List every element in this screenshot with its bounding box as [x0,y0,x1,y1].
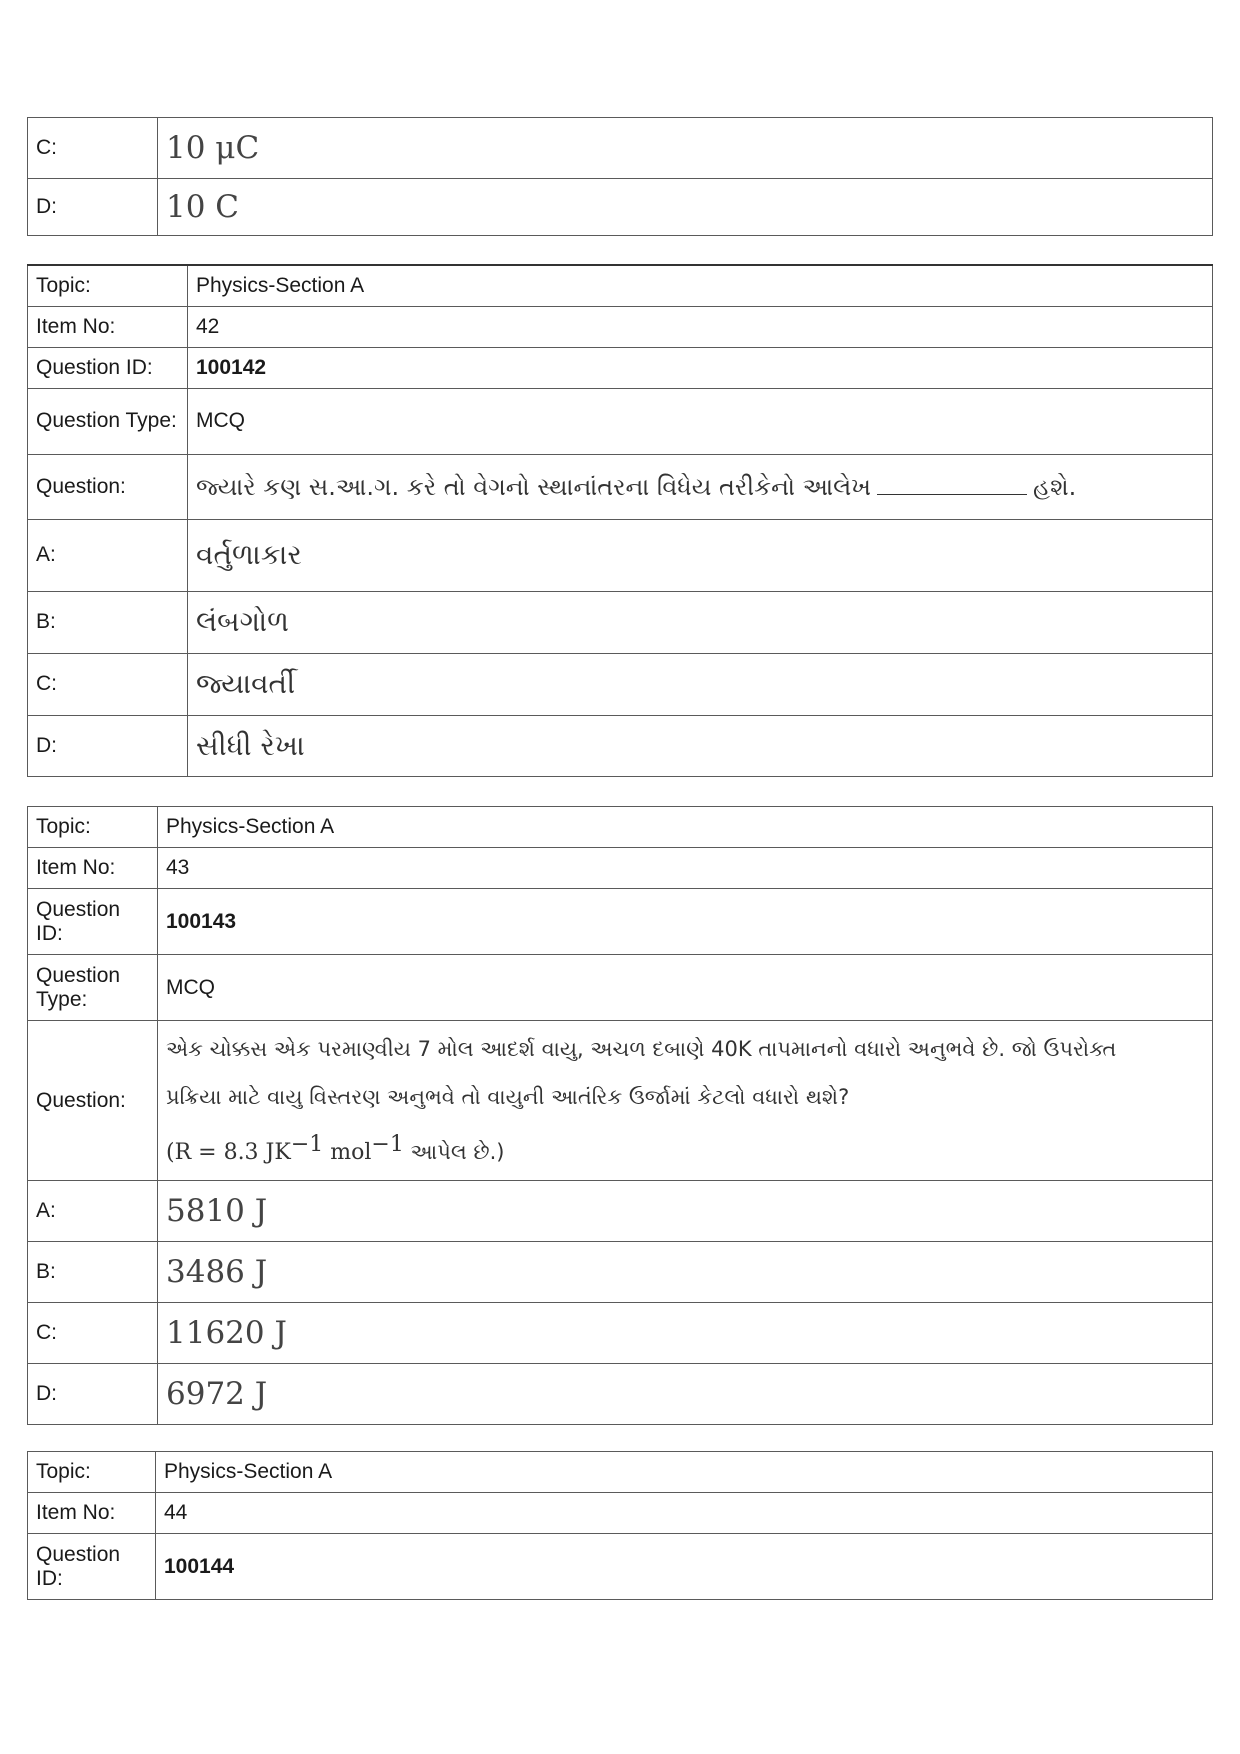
option-value: સીધી રેખા [188,715,1213,776]
option-row-b [28,1242,1213,1303]
question-id-row [28,889,1213,955]
item-no-label: Item No: [28,306,188,347]
question-text [188,454,1213,519]
formula-part: (R = 8.3 JK [166,1139,291,1165]
option-row-d [28,179,1213,236]
topic-value: Physics-Section A [158,807,1213,848]
option-label: B: [28,1242,158,1303]
option-label: A: [28,519,188,591]
option-row-c [28,118,1213,179]
question-id-label: Question ID: [28,1534,156,1600]
option-row-c [28,653,1213,715]
option-row-d [28,1364,1213,1425]
option-value: 6972 J [158,1364,1213,1425]
option-value: વર્તુળાકાર [188,519,1213,591]
option-row-b [28,591,1213,653]
option-row-a [28,1181,1213,1242]
question-id-value: 100143 [158,889,1213,955]
formula-exponent: −1 [290,1131,324,1157]
formula-part: mol [323,1139,372,1165]
answer-blank [877,476,1027,495]
option-value: 10 C [158,179,1213,236]
option-value: જ્યાવર્તી [188,653,1213,715]
question-id-label: Question ID: [28,347,188,388]
question-type-row [28,388,1213,454]
question-row [28,1021,1213,1181]
question-text-main: જ્યારે કણ સ.આ.ગ. કરે તો વેગનો સ્થાનાંતરના વિધેય તરીકેનો આલેખ [196,472,872,501]
item-no-row [28,1493,1213,1534]
item-no-value: 44 [156,1493,1213,1534]
question-type-label: Question Type: [28,955,158,1021]
item-no-value: 42 [188,306,1213,347]
question-text-end: હશે. [1033,472,1077,501]
topic-value: Physics-Section A [188,265,1213,306]
question-label: Question: [28,454,188,519]
item-no-value: 43 [158,848,1213,889]
option-label: C: [28,1303,158,1364]
option-label: B: [28,591,188,653]
question-formula [166,1121,1204,1177]
topic-row [28,807,1213,848]
question-id-value: 100142 [188,347,1213,388]
option-label: D: [28,179,158,236]
option-value: 11620 J [158,1303,1213,1364]
topic-row [28,265,1213,306]
question-type-value: MCQ [158,955,1213,1021]
topic-label: Topic: [28,265,188,306]
question-type-value: MCQ [188,388,1213,454]
question-text [158,1021,1213,1181]
item-no-row [28,306,1213,347]
question-block-43 [27,806,1213,1425]
topic-value: Physics-Section A [156,1452,1213,1493]
question-label: Question: [28,1021,158,1181]
option-value: 5810 J [158,1181,1213,1242]
item-no-label: Item No: [28,1493,156,1534]
question-id-label: Question ID: [28,889,158,955]
question-line-2: પ્રક્રિયા માટે વાયુ વિસ્તરણ અનુભવે તો વાયુની આતંરિક ઉર્જામાં કેટલો વધારો થશે? [166,1084,850,1109]
question-id-row [28,347,1213,388]
item-no-label: Item No: [28,848,158,889]
question-id-row [28,1534,1213,1600]
option-row-d [28,715,1213,776]
question-line-1: એક ચોક્કસ એક પરમાણ્વીય 7 મોલ આદર્શ વાયુ, અચળ દબાણે 40K તાપમાનનો વધારો અનુભવે છે. જો ઉપરોક્ત [166,1036,1117,1061]
topic-row [28,1452,1213,1493]
option-label: D: [28,1364,158,1425]
option-label: C: [28,118,158,179]
option-label: D: [28,715,188,776]
option-label: A: [28,1181,158,1242]
topic-label: Topic: [28,807,158,848]
question-row [28,454,1213,519]
option-row-a [28,519,1213,591]
question-id-value: 100144 [156,1534,1213,1600]
question-block-41-options [27,117,1213,236]
question-type-row [28,955,1213,1021]
option-value: લંબગોળ [188,591,1213,653]
topic-label: Topic: [28,1452,156,1493]
option-label: C: [28,653,188,715]
option-row-c [28,1303,1213,1364]
option-value: 10 μC [158,118,1213,179]
question-block-42 [27,264,1213,777]
formula-exponent: −1 [371,1131,404,1157]
option-value: 3486 J [158,1242,1213,1303]
question-block-44 [27,1451,1213,1600]
question-type-label: Question Type: [28,388,188,454]
item-no-row [28,848,1213,889]
formula-note: આપેલ છે.) [403,1139,505,1164]
